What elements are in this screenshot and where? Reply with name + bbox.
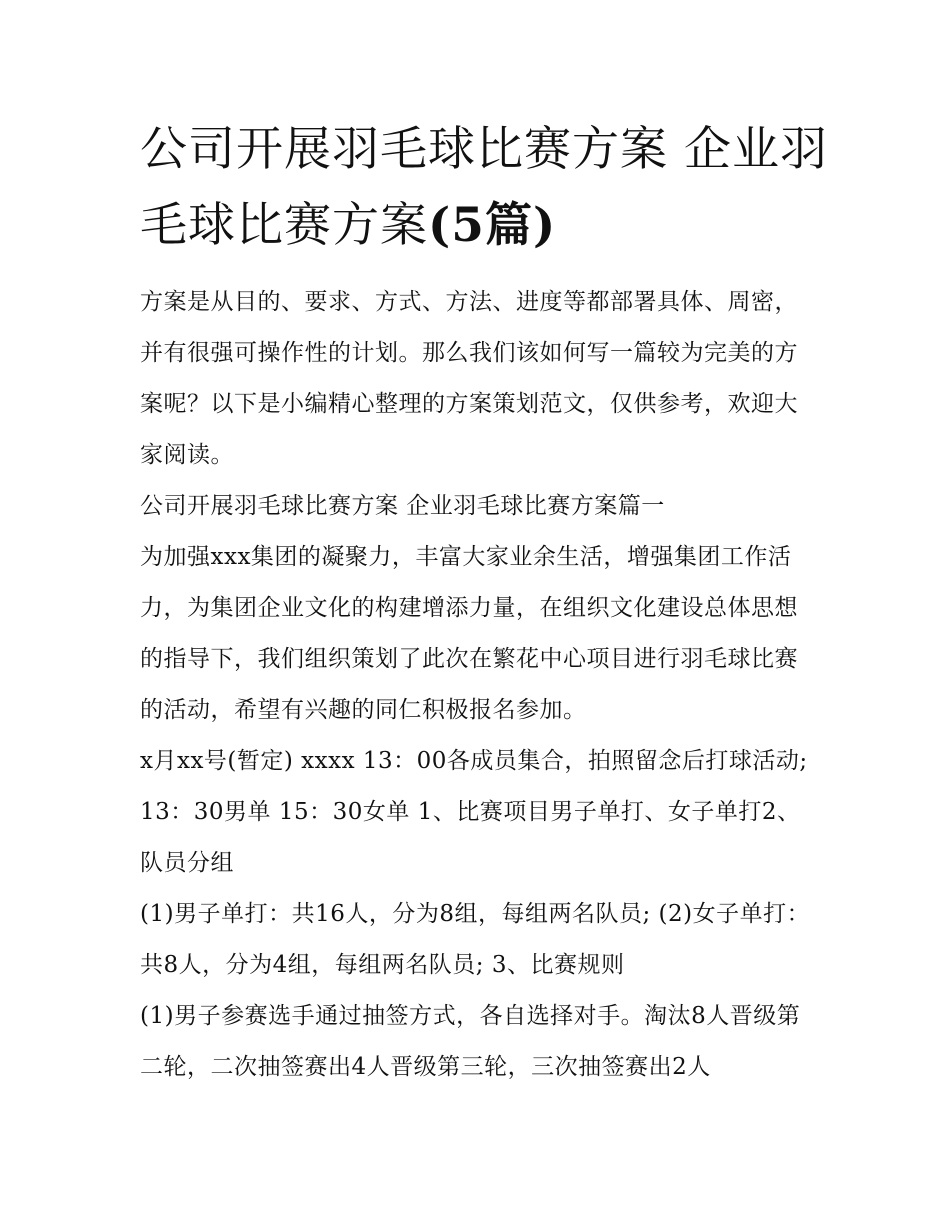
title-suffix-text: (5篇) (428, 198, 557, 253)
purpose-paragraph: 为加强xxx集团的凝聚力，丰富大家业余生活，增强集团工作活力，为集团企业文化的构建增添力量，在组织文化建设总体思想的指导下，我们组织策划了此次在繁花中心项目进行羽毛球比赛的活动，希望有兴趣的同仁积极报名参加。 (140, 544, 798, 723)
document-title (140, 112, 830, 264)
schedule-paragraph: x月xx号(暂定) xxxx 13：00各成员集合，拍照留念后打球活动; 13：30男单 15：30女单 1、比赛项目男子单打、女子单打2、队员分组 (140, 748, 808, 876)
grouping-paragraph: (1)男子单打：共16人，分为8组，每组两名队员; (2)女子单打：共8人，分为4组，每组两名队员; 3、比赛规则 (140, 901, 811, 978)
rules-paragraph: (1)男子参赛选手通过抽签方式，各自选择对手。淘汰8人晋级第二轮，二次抽签赛出4人晋级第三轮，三次抽签赛出2人 (140, 1003, 801, 1080)
section-heading: 公司开展羽毛球比赛方案 企业羽毛球比赛方案篇一 (140, 493, 665, 519)
intro-paragraph: 方案是从目的、要求、方式、方法、进度等都部署具体、周密，并有很强可操作性的计划。那么我们该如何写一篇较为完美的方案呢？以下是小编精心整理的方案策划范文，仅供参考，欢迎大家阅读。 (140, 289, 798, 468)
title-main-text: 公司开展羽毛球比赛方案 企业羽毛球比赛方案 (140, 122, 828, 253)
document-body (140, 277, 820, 1093)
